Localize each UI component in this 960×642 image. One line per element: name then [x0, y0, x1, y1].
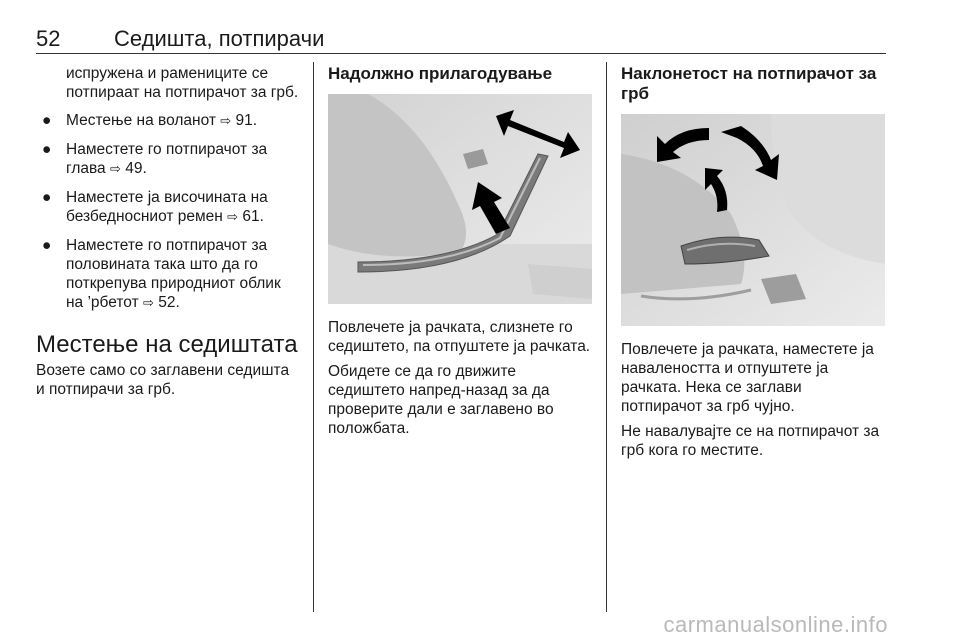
section-title: Местење на седиштата — [36, 331, 298, 358]
subsection-title: Наклонетост на потпирачот за грб — [621, 64, 877, 103]
column-divider-2 — [606, 62, 607, 612]
watermark: carmanualsonline.info — [663, 612, 888, 637]
bullet-item — [36, 111, 301, 131]
bullet-text: Местење на воланот — [66, 112, 216, 129]
bullet-text: Наместете ја височината на безбедносниот ремен — [66, 189, 268, 225]
backrest-tilt-illustration — [621, 114, 885, 326]
paragraph: Повлечете ја рачката, наместете ја навалеността и отпуштете ја рачката. Нека се заглави потпирачот за грб чујно. — [621, 341, 874, 415]
bullet-item — [36, 140, 301, 179]
bullet-dot: ● — [42, 237, 52, 254]
page-ref[interactable]: 61. — [242, 208, 264, 225]
backrest-tilt-drawing — [621, 114, 885, 326]
seat-slide-drawing — [328, 94, 592, 304]
paragraph: Обидете се да го движите седиштето напред-назад за да проверите дали е заглавено во положбата. — [328, 363, 554, 437]
page-title: Седишта, потпирачи — [114, 26, 325, 51]
column-1 — [36, 64, 301, 405]
column-3 — [621, 64, 887, 466]
bullet-dot: ● — [42, 141, 52, 158]
page-number: 52 — [36, 26, 61, 51]
paragraph: Повлечете ја рачката, слизнете го седиштето, па отпуштете ја рачката. — [328, 319, 591, 355]
seat-slide-illustration — [328, 94, 592, 304]
column-divider-1 — [313, 62, 314, 612]
page-ref[interactable]: 52. — [158, 294, 180, 311]
section-text: Возете само со заглавени седишта и потпирачи за грб. — [36, 362, 290, 398]
page-ref[interactable]: 91. — [235, 112, 258, 129]
page-ref-arrow-icon: ⇨ — [109, 162, 121, 177]
subsection-title: Надолжно прилагодување — [328, 64, 553, 83]
page-ref-arrow-icon: ⇨ — [220, 114, 232, 129]
bullet-text: Наместете го потпирачот за половината така што да го поткрепува природниот облик на ’рбетот — [66, 237, 281, 311]
bullet-dot: ● — [42, 112, 52, 129]
continuation-text: испружена и рамениците се потпираат на потпирачот за грб. — [66, 65, 299, 101]
page-ref[interactable]: 49. — [125, 160, 147, 177]
column-2 — [328, 64, 596, 444]
bullet-item — [36, 188, 301, 227]
paragraph: Не навалувајте се на потпирачот за грб кога го местите. — [621, 423, 880, 459]
bullet-item — [36, 236, 301, 313]
page-ref-arrow-icon: ⇨ — [227, 210, 239, 225]
bullet-text: Наместете го потпирачот за глава — [66, 141, 268, 177]
header-rule — [36, 53, 886, 54]
bullet-dot: ● — [42, 189, 52, 206]
page-header — [36, 26, 886, 54]
page-ref-arrow-icon: ⇨ — [142, 296, 154, 311]
